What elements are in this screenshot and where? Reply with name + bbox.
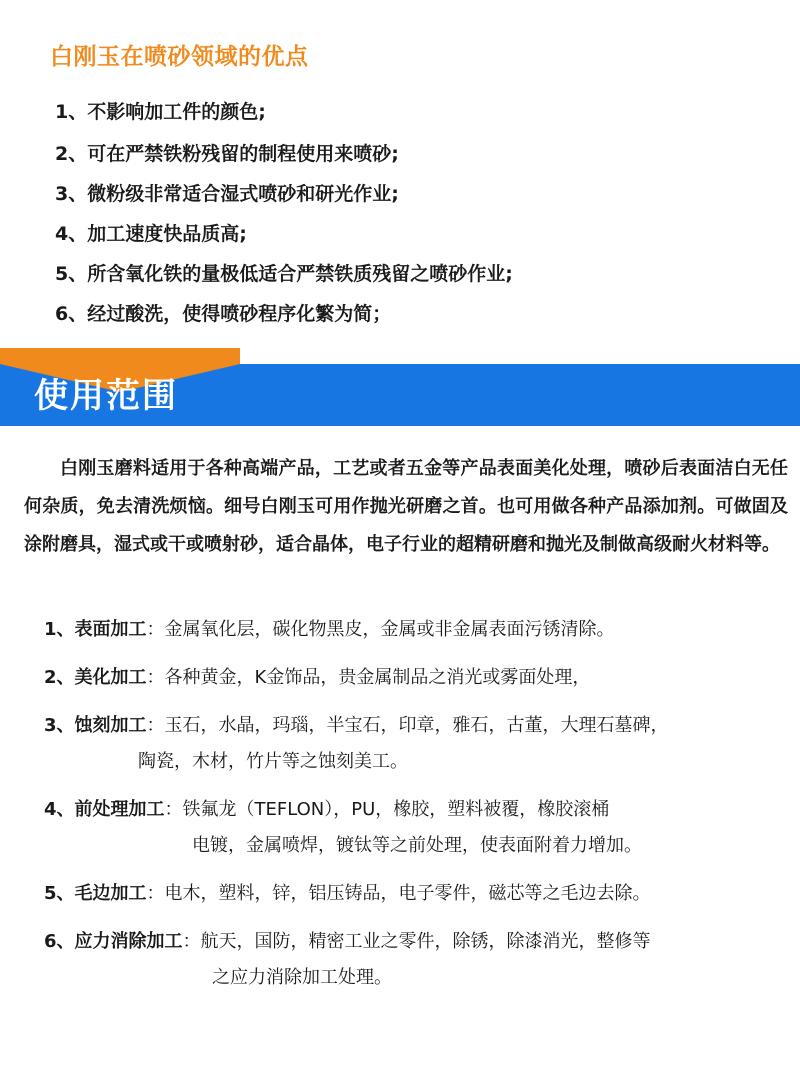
usage-intro: 白刚玉磨料适用于各种高端产品，工艺或者五金等产品表面美化处理，喷砂后表面洁白无任何杂质，免去清洗烦恼。细号白刚玉可用作抛光研磨之首。也可用做各种产品添加剂。可做固及涂附磨具，湿式或干或喷射砂，适合晶体，电子行业的超精研磨和抛光及制做高级耐火材料等。 xyxy=(24,458,788,555)
usage-banner xyxy=(0,344,800,426)
banner-title: 使用范围 xyxy=(34,376,178,416)
list-item: 3、微粉级非常适合湿式喷砂和研光作业; xyxy=(55,183,399,205)
list-item xyxy=(44,792,794,828)
item-continuation: 之应力消除加工处理。 xyxy=(212,967,392,988)
usage-list xyxy=(44,612,794,996)
item-desc: ：航天，国防，精密工业之零件，除锈，除漆消光，整修等 xyxy=(182,931,651,952)
item-continuation: 电镀，金属喷焊，镀钛等之前处理，使表面附着力增加。 xyxy=(192,835,642,856)
banner-accent-tab xyxy=(0,348,240,364)
list-item xyxy=(44,876,794,912)
list-item xyxy=(44,708,794,744)
item-label: 5、毛边加工 xyxy=(44,883,147,904)
item-label: 3、蚀刻加工 xyxy=(44,715,147,736)
item-continuation: 陶瓷，木材，竹片等之蚀刻美工。 xyxy=(138,751,408,772)
list-item: 5、所含氧化铁的量极低适合严禁铁质残留之喷砂作业; xyxy=(55,263,513,285)
advantages-title: 白刚玉在喷砂领域的优点 xyxy=(50,44,309,70)
item-desc: ：铁氟龙（TEFLON），PU，橡胶，塑料被覆，橡胶滚桶 xyxy=(164,799,610,820)
list-item: 6、经过酸洗，使得喷砂程序化繁为简； xyxy=(55,303,392,325)
item-label: 6、应力消除加工 xyxy=(44,931,183,952)
item-desc: ：电木，塑料，锌，铝压铸品，电子零件，磁芯等之毛边去除。 xyxy=(146,883,651,904)
list-item: 2、可在严禁铁粉残留的制程使用来喷砂; xyxy=(55,143,399,165)
list-item: 1、不影响加工件的颜色; xyxy=(55,101,266,123)
list-item xyxy=(44,660,794,696)
list-item: 4、加工速度快品质高; xyxy=(55,223,247,245)
item-desc: ：各种黄金，K金饰品，贵金属制品之消光或雾面处理， xyxy=(146,667,591,688)
item-label: 2、美化加工 xyxy=(44,667,147,688)
advantages-list xyxy=(55,92,513,334)
item-label: 1、表面加工 xyxy=(44,619,147,640)
list-item xyxy=(44,924,794,960)
item-desc: ：金属氧化层，碳化物黑皮，金属或非金属表面污锈清除。 xyxy=(146,619,615,640)
item-desc: ：玉石，水晶，玛瑙，半宝石，印章，雅石，古董，大理石墓碑， xyxy=(146,715,669,736)
list-item xyxy=(44,612,794,648)
item-label: 4、前处理加工 xyxy=(44,799,165,820)
